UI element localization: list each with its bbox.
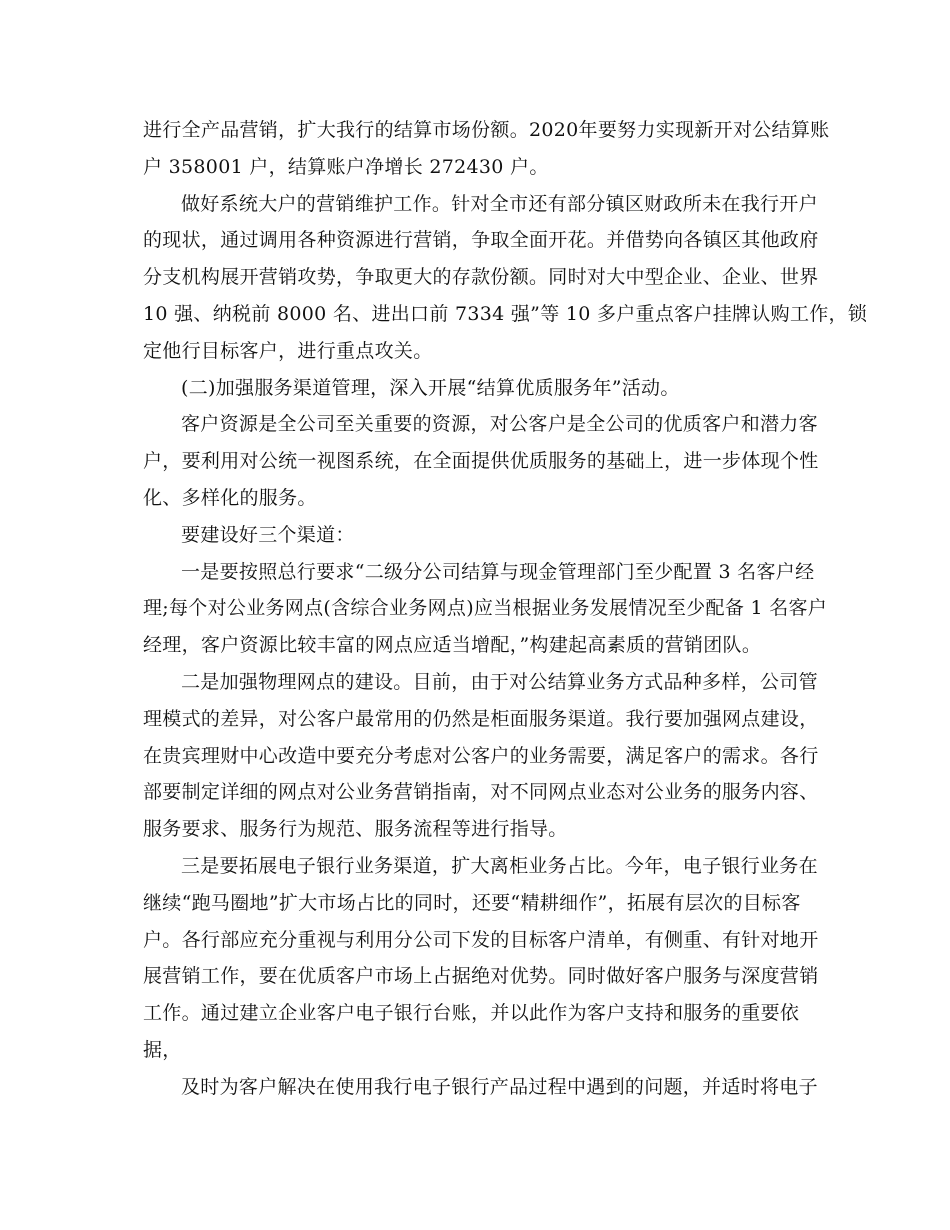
- paragraph-line: 据，: [143, 1038, 182, 1061]
- paragraph-first-line: 客户资源是全公司至关重要的资源，对公客户是全公司的优质客户和潜力客: [181, 413, 818, 436]
- paragraph-line: 部要制定详细的网点对公业务营销指南，对不同网点业态对公业务的服务内容、: [143, 781, 819, 804]
- paragraph-first-line: 及时为客户解决在使用我行电子银行产品过程中遇到的问题，并适时将电子: [181, 1075, 818, 1098]
- paragraph-line: 户。各行部应充分重视与利用分公司下发的目标客户清单，有侧重、有针对地开: [143, 928, 819, 951]
- paragraph-line: 展营销工作，要在优质客户市场上占据绝对优势。同时做好客户服务与深度营销: [143, 965, 819, 988]
- paragraph-line: 化、多样化的服务。: [143, 486, 317, 509]
- paragraph-line: 在贵宾理财中心改造中要充分考虑对公客户的业务需要，满足客户的需求。各行: [143, 744, 819, 767]
- paragraph-line: 10 强、纳税前 8000 名、进出口前 7334 强”等 10 多户重点客户挂牌认购工作，锁: [143, 302, 868, 325]
- paragraph-line: 服务要求、服务行为规范、服务流程等进行指导。: [143, 818, 568, 841]
- paragraph-first-line: 二是加强物理网点的建设。目前，由于对公结算业务方式品种多样，公司管: [181, 670, 818, 693]
- paragraph-first-line: 三是要拓展电子银行业务渠道，扩大离柜业务占比。今年，电子银行业务在: [181, 854, 818, 877]
- paragraph-first-line: 做好系统大户的营销维护工作。针对全市还有部分镇区财政所未在我行开户: [181, 192, 818, 215]
- paragraph-line: 户 358001 户，结算账户净增长 272430 户。: [143, 155, 549, 178]
- paragraph-line: 户，要利用对公统一视图系统，在全面提供优质服务的基础上，进一步体现个性: [143, 450, 819, 473]
- body-text: [143, 112, 868, 1106]
- paragraph-line: 定他行目标客户，进行重点攻关。: [143, 339, 433, 362]
- paragraph-first-line: (二)加强服务渠道管理，深入开展“结算优质服务年”活动。: [181, 376, 680, 399]
- paragraph-line: 进行全产品营销，扩大我行的结算市场份额。2020年要努力实现新开对公结算账: [143, 119, 830, 141]
- paragraph-line: 继续“跑马圈地”扩大市场占比的同时，还要“精耕细作”，拓展有层次的目标客: [143, 891, 801, 914]
- paragraph-line: 分支机构展开营销攻势，争取更大的存款份额。同时对大中型企业、企业、世界: [143, 266, 819, 289]
- paragraph-line: 的现状，通过调用各种资源进行营销，争取全面开花。并借势向各镇区其他政府: [143, 229, 819, 252]
- paragraph-line: 工作。通过建立企业客户电子银行台账，并以此作为客户支持和服务的重要依: [143, 1002, 800, 1025]
- paragraph-first-line: 一是要按照总行要求“二级分公司结算与现金管理部门至少配置 3 名客户经: [181, 560, 815, 583]
- paragraph-line: 理;每个对公业务网点(含综合业务网点)应当根据业务发展情况至少配备 1 名客户: [143, 597, 828, 620]
- paragraph-line: 经理，客户资源比较丰富的网点应适当增配，”构建起高素质的营销团队。: [143, 634, 762, 657]
- paragraph-line: 理模式的差异，对公客户最常用的仍然是柜面服务渠道。我行要加强网点建设，: [143, 707, 819, 730]
- paragraph-first-line: 要建设好三个渠道：: [181, 523, 355, 546]
